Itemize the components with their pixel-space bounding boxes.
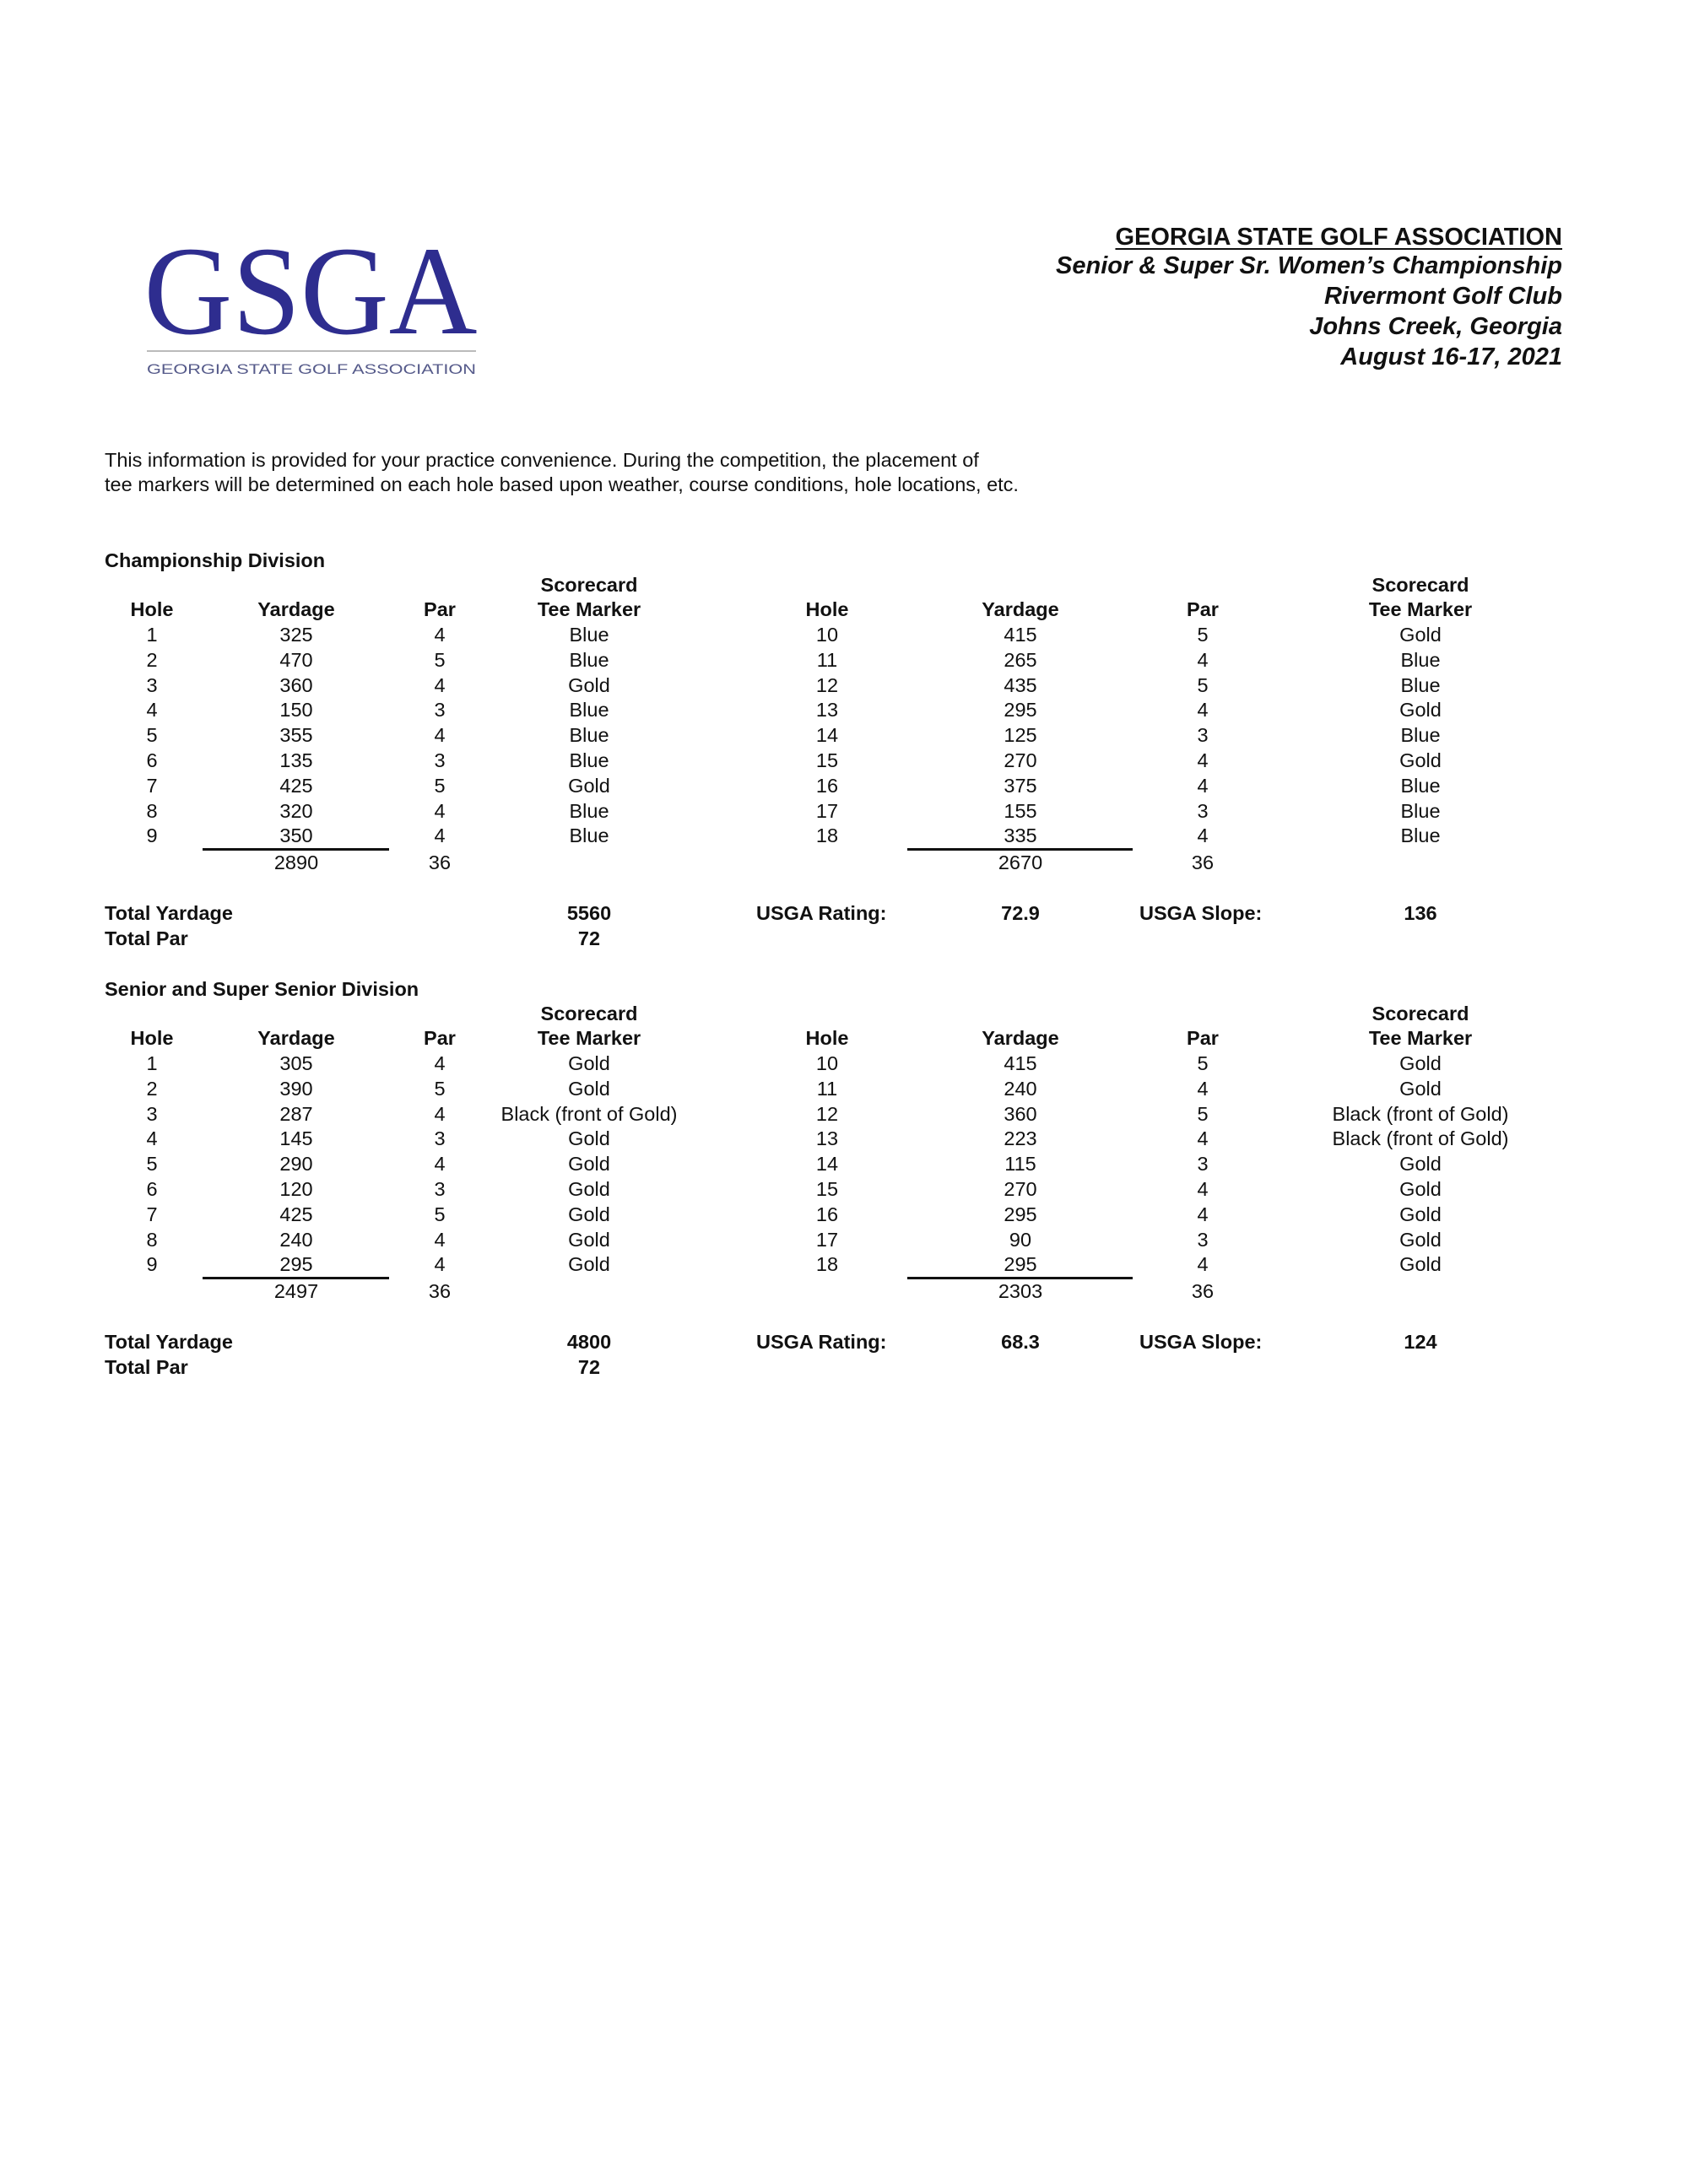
column-header-scorecard: Scorecard — [540, 1003, 638, 1024]
column-header-par: Par — [1187, 1027, 1219, 1049]
hole-tee-marker: Black (front of Gold) — [1332, 1127, 1509, 1150]
hole-par: 4 — [434, 824, 446, 847]
hole-yardage: 470 — [279, 648, 313, 671]
hole-tee-marker: Gold — [568, 1203, 610, 1225]
hole-number: 2 — [146, 648, 158, 671]
hole-par: 4 — [434, 799, 446, 822]
column-header-tee-marker: Tee Marker — [537, 1027, 641, 1049]
hole-par: 5 — [434, 648, 446, 671]
svg-text:GEORGIA STATE GOLF ASSOCIATION: GEORGIA STATE GOLF ASSOCIATION — [147, 361, 476, 377]
hole-yardage: 125 — [1004, 724, 1037, 747]
hole-number: 11 — [816, 648, 838, 671]
column-header-hole: Hole — [805, 1027, 849, 1049]
hole-tee-marker: Blue — [569, 724, 609, 747]
hole-tee-marker: Blue — [1400, 673, 1441, 696]
hole-yardage: 390 — [279, 1077, 313, 1100]
hole-yardage: 320 — [279, 799, 313, 822]
hole-par: 5 — [1197, 1102, 1209, 1125]
hole-number: 3 — [146, 1102, 158, 1125]
hole-par: 4 — [434, 624, 446, 646]
total-par-label: Total Par — [105, 1356, 188, 1378]
hole-par: 4 — [1197, 824, 1209, 847]
hole-yardage: 295 — [279, 1253, 313, 1276]
column-header-tee-marker: Tee Marker — [537, 598, 641, 620]
column-header-scorecard: Scorecard — [1372, 574, 1469, 596]
hole-tee-marker: Blue — [1400, 774, 1441, 797]
hole-yardage: 287 — [279, 1102, 313, 1125]
hole-yardage: 265 — [1004, 648, 1037, 671]
hole-yardage: 350 — [279, 824, 313, 847]
total-yardage-label: Total Yardage — [105, 1331, 233, 1353]
hole-yardage: 325 — [279, 624, 313, 646]
usga-slope-value: 124 — [1404, 1331, 1437, 1353]
hole-number: 13 — [815, 1127, 839, 1150]
intro-line-1: This information is provided for your practice convenience. During the competition, the placement of — [105, 449, 979, 471]
hole-number: 12 — [815, 1102, 839, 1125]
hole-par: 4 — [434, 1153, 446, 1176]
hole-par: 4 — [434, 673, 446, 696]
hole-tee-marker: Gold — [568, 1253, 610, 1276]
usga-rating-label: USGA Rating: — [756, 902, 887, 924]
hole-number: 13 — [815, 699, 839, 722]
hole-tee-marker: Gold — [568, 1228, 610, 1251]
column-header-par: Par — [1187, 598, 1219, 620]
column-header-hole: Hole — [130, 1027, 174, 1049]
hole-yardage: 145 — [279, 1127, 313, 1150]
hole-number: 6 — [146, 1178, 158, 1200]
hole-number: 16 — [815, 774, 839, 797]
hole-yardage: 270 — [1004, 749, 1037, 771]
hole-par: 4 — [434, 724, 446, 747]
hole-yardage: 240 — [279, 1228, 313, 1251]
hole-number: 1 — [146, 1052, 158, 1074]
hole-par: 5 — [434, 774, 446, 797]
hole-par: 4 — [434, 1253, 446, 1276]
total-par-value: 72 — [577, 1356, 601, 1378]
hole-number: 18 — [815, 1253, 839, 1276]
hole-tee-marker: Blue — [1400, 799, 1441, 822]
hole-par: 4 — [1197, 749, 1209, 771]
club-name: Rivermont Golf Club — [1324, 283, 1562, 310]
hole-par: 5 — [1197, 673, 1209, 696]
hole-tee-marker: Gold — [1399, 624, 1442, 646]
hole-number: 7 — [146, 1203, 158, 1225]
subtotal-yardage: 2497 — [273, 1280, 319, 1303]
hole-par: 4 — [434, 1102, 446, 1125]
hole-par: 3 — [1197, 724, 1209, 747]
hole-number: 10 — [815, 624, 839, 646]
usga-rating-label: USGA Rating: — [756, 1331, 887, 1353]
column-header-tee-marker: Tee Marker — [1368, 598, 1473, 620]
column-header-par: Par — [424, 598, 456, 620]
column-header-yardage: Yardage — [982, 1027, 1059, 1049]
hole-yardage: 115 — [1004, 1153, 1036, 1176]
column-header-scorecard: Scorecard — [1372, 1003, 1469, 1024]
hole-yardage: 415 — [1004, 1052, 1037, 1074]
gsga-logo — [142, 239, 479, 378]
hole-yardage: 435 — [1004, 673, 1037, 696]
hole-tee-marker: Gold — [1399, 1052, 1442, 1074]
hole-tee-marker: Black (front of Gold) — [500, 1102, 678, 1125]
hole-number: 5 — [146, 1153, 158, 1176]
hole-number: 8 — [146, 799, 158, 822]
hole-number: 9 — [146, 1253, 158, 1276]
hole-yardage: 355 — [279, 724, 313, 747]
column-header-yardage: Yardage — [982, 598, 1059, 620]
total-par-label: Total Par — [105, 927, 188, 949]
hole-tee-marker: Gold — [1399, 1153, 1442, 1176]
hole-tee-marker: Black (front of Gold) — [1332, 1102, 1509, 1125]
hole-tee-marker: Gold — [1399, 1178, 1442, 1200]
hole-par: 3 — [434, 1178, 446, 1200]
hole-tee-marker: Gold — [568, 1153, 610, 1176]
total-yardage-value: 5560 — [566, 902, 612, 924]
hole-tee-marker: Blue — [1400, 648, 1441, 671]
hole-par: 4 — [1197, 1178, 1209, 1200]
subtotal-yardage: 2303 — [998, 1280, 1043, 1303]
hole-number: 17 — [815, 799, 839, 822]
column-header-scorecard: Scorecard — [540, 574, 638, 596]
column-header-hole: Hole — [130, 598, 174, 620]
hole-par: 3 — [434, 749, 446, 771]
intro-line-2: tee markers will be determined on each hole based upon weather, course conditions, hole locations, etc. — [105, 473, 1019, 495]
hole-number: 12 — [815, 673, 839, 696]
hole-tee-marker: Gold — [568, 1052, 610, 1074]
org-title: GEORGIA STATE GOLF ASSOCIATION — [1115, 224, 1562, 251]
subtotal-rule — [203, 848, 389, 851]
hole-yardage: 425 — [279, 774, 313, 797]
hole-par: 3 — [434, 1127, 446, 1150]
hole-par: 3 — [1197, 1153, 1209, 1176]
subtotal-par: 36 — [1191, 851, 1215, 874]
hole-par: 3 — [434, 699, 446, 722]
column-header-hole: Hole — [805, 598, 849, 620]
hole-par: 3 — [1197, 799, 1209, 822]
division-title: Championship Division — [105, 549, 326, 571]
usga-slope-label: USGA Slope: — [1139, 902, 1263, 924]
hole-yardage: 295 — [1004, 1203, 1037, 1225]
subtotal-rule — [203, 1277, 389, 1279]
hole-tee-marker: Blue — [569, 749, 609, 771]
hole-number: 4 — [146, 699, 158, 722]
column-header-yardage: Yardage — [257, 598, 335, 620]
column-header-yardage: Yardage — [257, 1027, 335, 1049]
hole-tee-marker: Blue — [569, 824, 609, 847]
hole-yardage: 135 — [279, 749, 313, 771]
hole-yardage: 335 — [1004, 824, 1037, 847]
hole-number: 1 — [146, 624, 158, 646]
hole-number: 15 — [815, 1178, 839, 1200]
hole-par: 5 — [1197, 1052, 1209, 1074]
subtotal-yardage: 2670 — [998, 851, 1043, 874]
hole-par: 4 — [1197, 1077, 1209, 1100]
hole-par: 4 — [434, 1052, 446, 1074]
hole-number: 8 — [146, 1228, 158, 1251]
hole-tee-marker: Blue — [569, 799, 609, 822]
hole-number: 5 — [146, 724, 158, 747]
usga-slope-value: 136 — [1404, 902, 1437, 924]
hole-yardage: 375 — [1004, 774, 1037, 797]
column-header-par: Par — [424, 1027, 456, 1049]
hole-number: 7 — [146, 774, 158, 797]
hole-number: 18 — [815, 824, 839, 847]
hole-tee-marker: Gold — [1399, 1228, 1442, 1251]
hole-par: 5 — [1197, 624, 1209, 646]
subtotal-rule — [907, 848, 1133, 851]
event-dates: August 16-17, 2021 — [1340, 343, 1562, 370]
hole-number: 14 — [815, 1153, 839, 1176]
hole-par: 3 — [1197, 1228, 1209, 1251]
hole-par: 4 — [1197, 648, 1209, 671]
hole-tee-marker: Blue — [1400, 824, 1441, 847]
hole-par: 4 — [1197, 1127, 1209, 1150]
hole-number: 9 — [146, 824, 158, 847]
hole-tee-marker: Blue — [569, 648, 609, 671]
column-header-tee-marker: Tee Marker — [1368, 1027, 1473, 1049]
svg-text:GSGA: GSGA — [143, 239, 478, 361]
hole-par: 4 — [434, 1228, 446, 1251]
hole-yardage: 305 — [279, 1052, 313, 1074]
hole-yardage: 360 — [279, 673, 313, 696]
subtotal-rule — [907, 1277, 1133, 1279]
subtotal-par: 36 — [428, 851, 452, 874]
hole-yardage: 90 — [1009, 1228, 1032, 1251]
hole-tee-marker: Blue — [569, 624, 609, 646]
hole-number: 6 — [146, 749, 158, 771]
hole-yardage: 425 — [279, 1203, 313, 1225]
hole-yardage: 150 — [279, 699, 313, 722]
hole-number: 17 — [815, 1228, 839, 1251]
subtotal-par: 36 — [428, 1280, 452, 1303]
hole-par: 5 — [434, 1077, 446, 1100]
hole-tee-marker: Gold — [568, 673, 610, 696]
hole-par: 4 — [1197, 699, 1209, 722]
division-title: Senior and Super Senior Division — [105, 978, 419, 1000]
hole-yardage: 155 — [1004, 799, 1037, 822]
event-title: Senior & Super Sr. Women’s Championship — [1056, 252, 1562, 279]
hole-tee-marker: Gold — [568, 1178, 610, 1200]
hole-tee-marker: Gold — [1399, 699, 1442, 722]
hole-par: 4 — [1197, 1203, 1209, 1225]
total-yardage-label: Total Yardage — [105, 902, 233, 924]
subtotal-par: 36 — [1191, 1280, 1215, 1303]
hole-yardage: 223 — [1004, 1127, 1037, 1150]
hole-yardage: 415 — [1004, 624, 1037, 646]
hole-yardage: 360 — [1004, 1102, 1037, 1125]
hole-tee-marker: Gold — [568, 1127, 610, 1150]
hole-tee-marker: Gold — [1399, 1203, 1442, 1225]
hole-number: 3 — [146, 673, 158, 696]
hole-number: 14 — [815, 724, 839, 747]
usga-rating-value: 68.3 — [1001, 1331, 1040, 1353]
hole-number: 16 — [815, 1203, 839, 1225]
hole-tee-marker: Gold — [1399, 1077, 1442, 1100]
hole-yardage: 295 — [1004, 699, 1037, 722]
hole-tee-marker: Blue — [569, 699, 609, 722]
hole-tee-marker: Gold — [568, 774, 610, 797]
hole-yardage: 240 — [1004, 1077, 1037, 1100]
hole-tee-marker: Gold — [1399, 1253, 1442, 1276]
location: Johns Creek, Georgia — [1309, 313, 1562, 340]
total-par-value: 72 — [577, 927, 601, 949]
total-yardage-value: 4800 — [566, 1331, 612, 1353]
hole-number: 11 — [816, 1077, 838, 1100]
hole-number: 10 — [815, 1052, 839, 1074]
hole-par: 5 — [434, 1203, 446, 1225]
hole-tee-marker: Blue — [1400, 724, 1441, 747]
subtotal-yardage: 2890 — [273, 851, 319, 874]
hole-par: 4 — [1197, 774, 1209, 797]
hole-tee-marker: Gold — [568, 1077, 610, 1100]
hole-number: 2 — [146, 1077, 158, 1100]
hole-yardage: 120 — [279, 1178, 313, 1200]
hole-yardage: 295 — [1004, 1253, 1037, 1276]
usga-slope-label: USGA Slope: — [1139, 1331, 1263, 1353]
hole-number: 4 — [146, 1127, 158, 1150]
hole-yardage: 290 — [279, 1153, 313, 1176]
hole-number: 15 — [815, 749, 839, 771]
hole-par: 4 — [1197, 1253, 1209, 1276]
hole-tee-marker: Gold — [1399, 749, 1442, 771]
hole-yardage: 270 — [1004, 1178, 1037, 1200]
usga-rating-value: 72.9 — [1001, 902, 1040, 924]
